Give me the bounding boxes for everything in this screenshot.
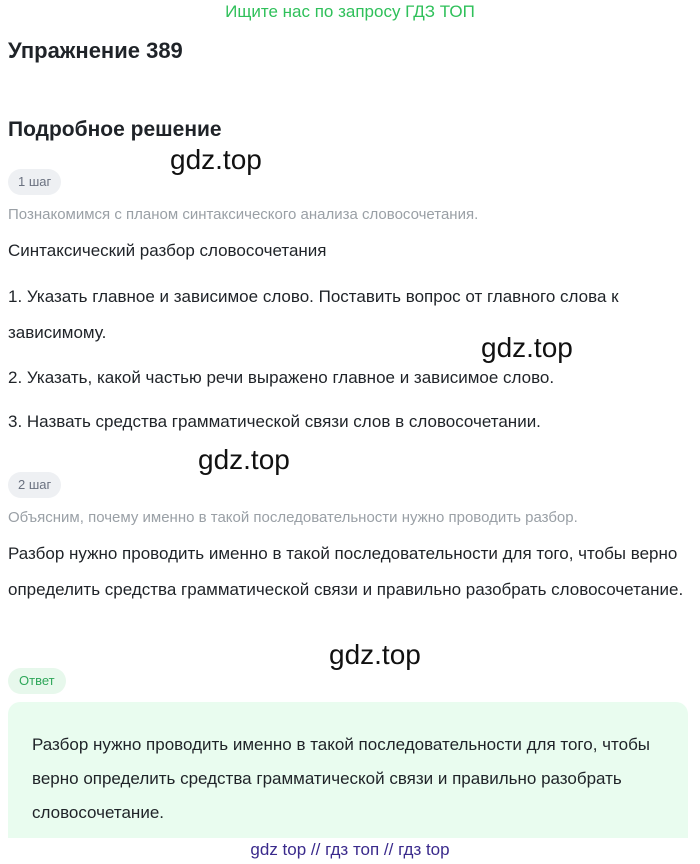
step1-item-3: 3. Назвать средства грамматической связи слов в словосочетании. (8, 412, 541, 431)
footer-links: gdz top // гдз топ // гдз top (250, 840, 450, 859)
answer-text: Разбор нужно проводить именно в такой последовательности для того, чтобы верно определить средства грамматической связи и правильно разобрать словосочетание. (32, 735, 651, 822)
answer-box (8, 702, 688, 838)
step1-heading: Синтаксический разбор словосочетания (8, 241, 327, 260)
step1-item-2: 2. Указать, какой частью речи выражено главное и зависимое слово. (8, 368, 555, 387)
watermark: gdz.top (329, 639, 421, 670)
step2-text: Разбор нужно проводить именно в такой последовательности для того, чтобы верно определить средства грамматической связи и правильно разобрать словосочетание. (8, 544, 684, 599)
step-badge-2: 2 шаг (8, 472, 61, 498)
step-hint-2: Объясним, почему именно в такой последовательности нужно проводить разбор. (8, 509, 578, 526)
watermark: gdz.top (481, 332, 573, 363)
watermark: gdz.top (170, 144, 262, 175)
watermark: gdz.top (198, 444, 290, 475)
answer-badge: Ответ (8, 668, 66, 694)
step1-item-1: 1. Указать главное и зависимое слово. Поставить вопрос от главного слова к зависимому. (8, 287, 619, 342)
page-title: Упражнение 389 (8, 38, 183, 63)
step-hint-1: Познакомимся с планом синтаксического анализа словосочетания. (8, 206, 479, 223)
section-heading: Подробное решение (8, 118, 222, 141)
step-badge-1: 1 шаг (8, 169, 61, 195)
top-banner: Ищите нас по запросу ГДЗ ТОП (225, 2, 475, 21)
